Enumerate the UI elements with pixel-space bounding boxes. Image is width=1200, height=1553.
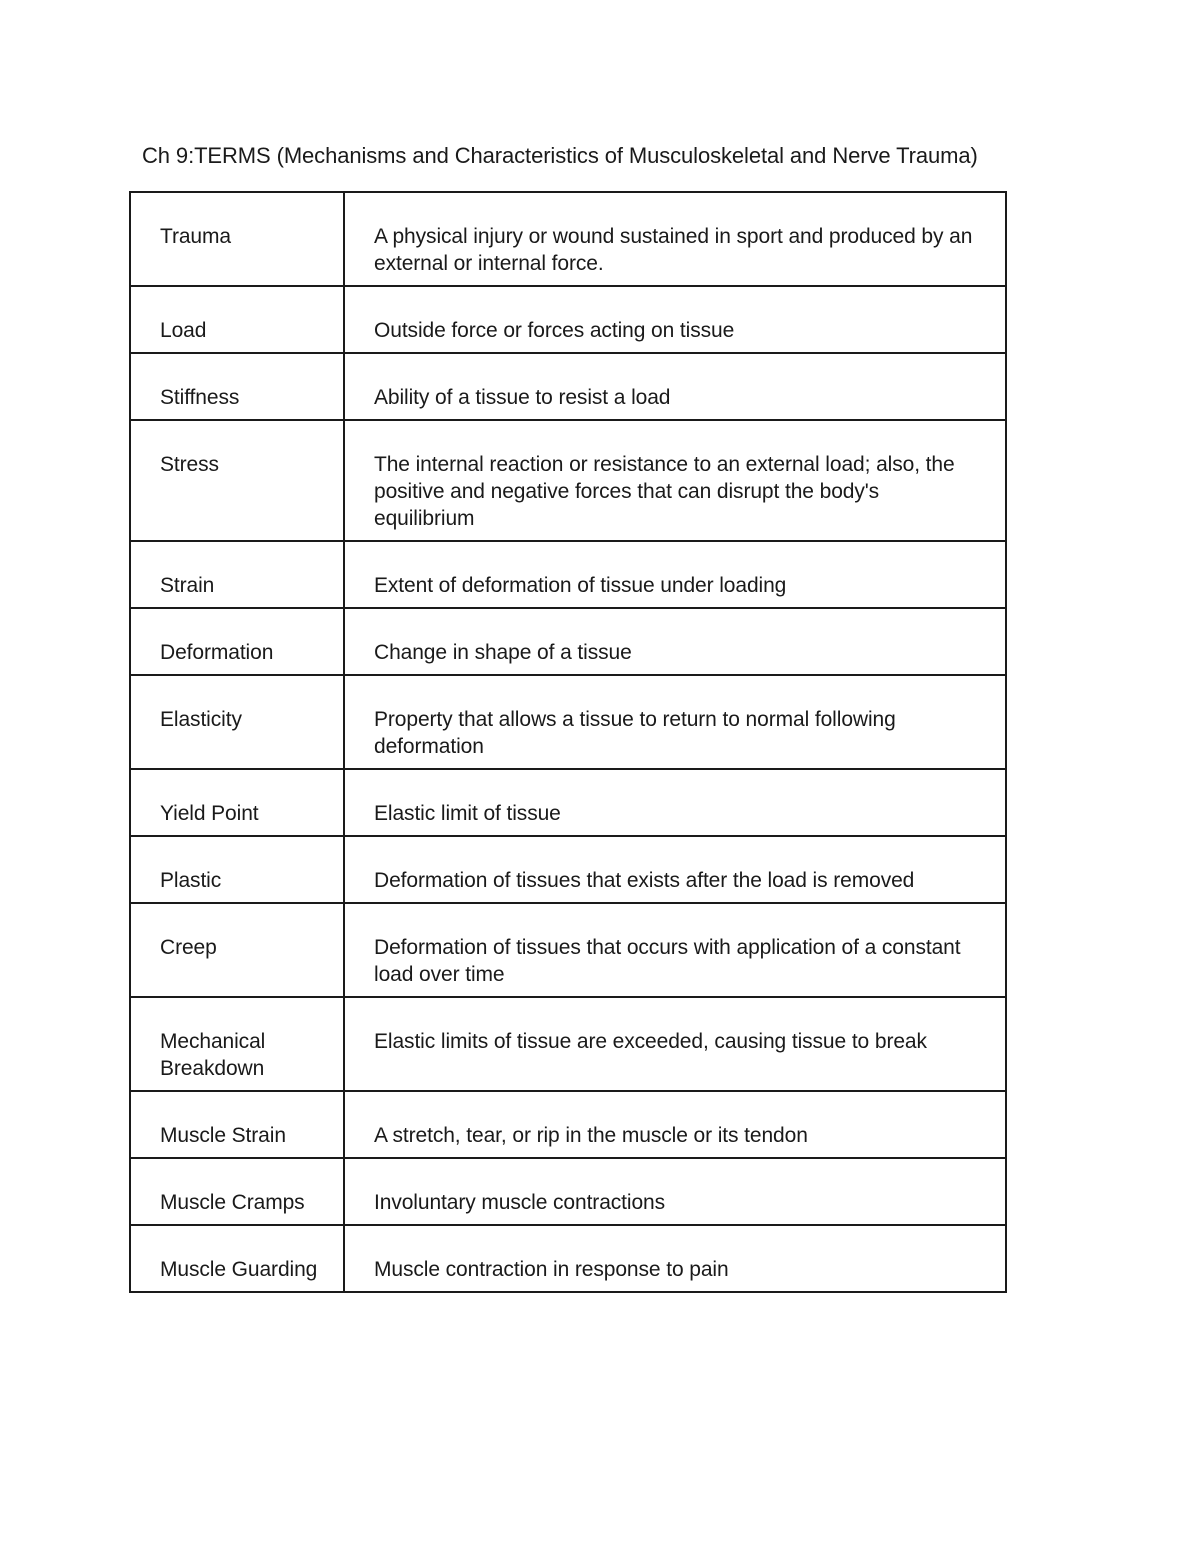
- term-cell: Mechanical Breakdown: [130, 997, 344, 1091]
- term-cell: Stress: [130, 420, 344, 541]
- definition-cell: Extent of deformation of tissue under loading: [344, 541, 1006, 608]
- table-row: [130, 420, 1006, 541]
- table-row: [130, 541, 1006, 608]
- table-row: [130, 1091, 1006, 1158]
- term-cell: Creep: [130, 903, 344, 997]
- term-cell: Muscle Guarding: [130, 1225, 344, 1292]
- term-cell: Stiffness: [130, 353, 344, 420]
- definition-cell: Involuntary muscle contractions: [344, 1158, 1006, 1225]
- table-row: [130, 1225, 1006, 1292]
- term-cell: Plastic: [130, 836, 344, 903]
- table-row: [130, 353, 1006, 420]
- term-cell: Elasticity: [130, 675, 344, 769]
- table-row: [130, 675, 1006, 769]
- table-row: [130, 836, 1006, 903]
- term-cell: Muscle Strain: [130, 1091, 344, 1158]
- table-row: [130, 903, 1006, 997]
- term-cell: Strain: [130, 541, 344, 608]
- definition-cell: Change in shape of a tissue: [344, 608, 1006, 675]
- term-cell: Trauma: [130, 192, 344, 286]
- page-title: Ch 9:TERMS (Mechanisms and Characteristics of Musculoskeletal and Nerve Trauma): [142, 143, 978, 168]
- definition-cell: Outside force or forces acting on tissue: [344, 286, 1006, 353]
- definition-cell: A physical injury or wound sustained in sport and produced by an external or internal force.: [344, 192, 1006, 286]
- table-row: [130, 769, 1006, 836]
- term-cell: Deformation: [130, 608, 344, 675]
- term-cell: Muscle Cramps: [130, 1158, 344, 1225]
- definition-cell: Elastic limit of tissue: [344, 769, 1006, 836]
- definition-cell: Ability of a tissue to resist a load: [344, 353, 1006, 420]
- table-row: [130, 286, 1006, 353]
- definition-cell: Deformation of tissues that occurs with application of a constant load over time: [344, 903, 1006, 997]
- term-cell: Yield Point: [130, 769, 344, 836]
- term-cell: Load: [130, 286, 344, 353]
- definition-cell: Property that allows a tissue to return to normal following deformation: [344, 675, 1006, 769]
- table-row: [130, 608, 1006, 675]
- terms-table: [129, 191, 1007, 1293]
- definition-cell: A stretch, tear, or rip in the muscle or its tendon: [344, 1091, 1006, 1158]
- table-row: [130, 192, 1006, 286]
- table-row: [130, 997, 1006, 1091]
- definition-cell: Deformation of tissues that exists after the load is removed: [344, 836, 1006, 903]
- definition-cell: Elastic limits of tissue are exceeded, causing tissue to break: [344, 997, 1006, 1091]
- definition-cell: Muscle contraction in response to pain: [344, 1225, 1006, 1292]
- table-row: [130, 1158, 1006, 1225]
- definition-cell: The internal reaction or resistance to an external load; also, the positive and negative forces that can disrupt the body's equilibrium: [344, 420, 1006, 541]
